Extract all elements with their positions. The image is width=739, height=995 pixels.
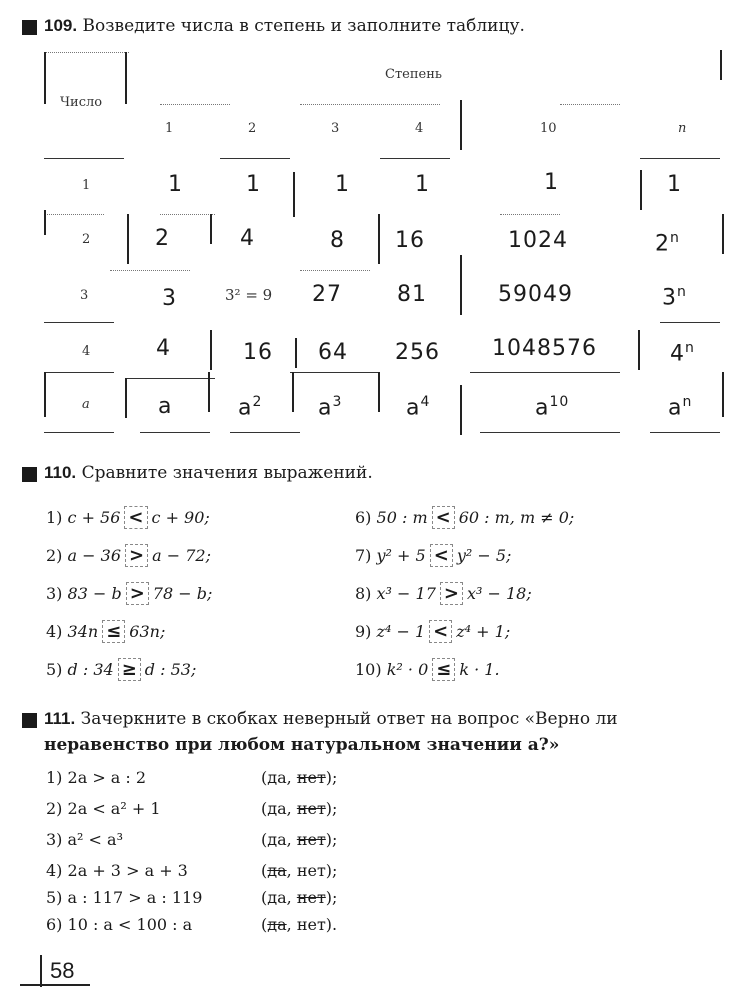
table-cell: 16 xyxy=(395,228,425,253)
table-cell: 59049 xyxy=(498,282,573,307)
comparison-sign: ≤ xyxy=(102,620,125,643)
number-header: Число xyxy=(60,95,103,110)
comparison-item: 1) c + 56 < c + 90; xyxy=(46,507,210,528)
comparison-sign: > xyxy=(440,582,463,605)
table-cell: 3² = 9 xyxy=(225,286,273,304)
table-cell: 2$^n$ xyxy=(655,230,680,257)
table-cell: 2 xyxy=(155,226,170,251)
table-cell: 16 xyxy=(243,340,273,365)
table-cell: 1 xyxy=(667,172,682,197)
comparison-item: 6) 50 : m < 60 : m, m ≠ 0; xyxy=(355,507,575,528)
table-cell: a xyxy=(158,394,173,419)
page-number: 58 xyxy=(50,958,75,983)
exp-col-header: 1 xyxy=(165,121,174,136)
table-cell: 1 xyxy=(168,172,183,197)
power-table xyxy=(0,0,739,450)
comparison-sign: ≤ xyxy=(432,658,455,681)
comparison-left-column xyxy=(46,506,346,696)
row-base: 4 xyxy=(82,344,91,359)
table-cell: 1 xyxy=(335,172,350,197)
degree-header: Степень xyxy=(385,67,442,82)
task-110-number: 110. xyxy=(44,463,77,482)
task-111-number: 111. xyxy=(44,709,76,728)
comparison-sign: > xyxy=(126,582,149,605)
comparison-sign: < xyxy=(432,506,455,529)
truth-list xyxy=(46,768,446,942)
table-cell: 64 xyxy=(318,340,348,365)
exp-col-header: n xyxy=(678,121,687,136)
row-base: 1 xyxy=(82,178,91,193)
exp-col-header: 2 xyxy=(248,121,257,136)
comparison-item: 10) k² · 0 ≤ k · 1. xyxy=(355,659,500,680)
task-110-marker xyxy=(22,467,37,482)
page-number-rule xyxy=(40,955,42,987)
truth-item: 4) 2a + 3 > a + 3 (да, нет); xyxy=(46,861,338,880)
comparison-item: 5) d : 34 ≥ d : 53; xyxy=(46,659,197,680)
table-cell: 1048576 xyxy=(492,336,597,361)
table-cell: 27 xyxy=(312,282,342,307)
comparison-right-column xyxy=(355,506,725,696)
table-cell: 4 xyxy=(156,336,171,361)
table-cell: 1 xyxy=(544,170,559,195)
comparison-sign: < xyxy=(429,620,452,643)
row-base: 2 xyxy=(82,232,91,247)
table-cell: 1 xyxy=(246,172,261,197)
table-cell: 256 xyxy=(395,340,440,365)
row-base: a xyxy=(82,397,90,412)
comparison-sign: ≥ xyxy=(118,658,141,681)
comparison-sign: < xyxy=(430,544,453,567)
page-number-underline xyxy=(20,984,90,986)
table-cell: $a^2$ xyxy=(238,394,263,421)
task-110-heading xyxy=(44,463,373,483)
truth-item: 6) 10 : a < 100 : a (да, нет). xyxy=(46,915,338,934)
exp-col-header: 10 xyxy=(540,121,557,136)
task-111-heading xyxy=(44,709,618,729)
table-cell: 3$^n$ xyxy=(662,284,687,311)
exp-col-header: 4 xyxy=(415,121,424,136)
table-cell: $a^{10}$ xyxy=(535,394,570,421)
table-cell: 4 xyxy=(240,226,255,251)
comparison-sign: < xyxy=(124,506,147,529)
comparison-sign: > xyxy=(125,544,148,567)
task-109-text: Возведите числа в степень и заполните таблицу. xyxy=(82,16,525,36)
row-base: 3 xyxy=(80,288,89,303)
task-111-text: Зачеркните в скобках неверный ответ на вопрос «Верно ли xyxy=(80,709,618,729)
task-111-marker xyxy=(22,713,37,728)
comparison-item: 7) y² + 5 < y² − 5; xyxy=(355,545,512,566)
task-111-text-line2: неравенство при любом натуральном значении a?» xyxy=(44,735,560,755)
table-cell: 1024 xyxy=(508,228,568,253)
table-cell: $a^3$ xyxy=(318,394,343,421)
comparison-item: 3) 83 − b > 78 − b; xyxy=(46,583,213,604)
comparison-item: 4) 34n ≤ 63n; xyxy=(46,621,166,642)
table-cell: 1 xyxy=(415,172,430,197)
table-cell: $a^n$ xyxy=(668,394,693,421)
comparison-item: 8) x³ − 17 > x³ − 18; xyxy=(355,583,532,604)
table-cell: $a^4$ xyxy=(406,394,431,421)
comparison-item: 9) z⁴ − 1 < z⁴ + 1; xyxy=(355,621,511,642)
table-cell: 4$^n$ xyxy=(670,340,695,367)
exp-col-header: 3 xyxy=(331,121,340,136)
task-109-number: 109. xyxy=(44,16,78,35)
truth-item: 5) a : 117 > a : 119 (да, нет); xyxy=(46,888,338,907)
table-cell: 81 xyxy=(397,282,427,307)
comparison-item: 2) a − 36 > a − 72; xyxy=(46,545,211,566)
truth-item: 3) a² < a³ (да, нет); xyxy=(46,830,338,849)
table-cell: 8 xyxy=(330,228,345,253)
task-110-text: Сравните значения выражений. xyxy=(81,463,373,483)
truth-item: 2) 2a < a² + 1 (да, нет); xyxy=(46,799,338,818)
table-cell: 3 xyxy=(162,286,177,311)
truth-item: 1) 2a > a : 2 (да, нет); xyxy=(46,768,338,787)
